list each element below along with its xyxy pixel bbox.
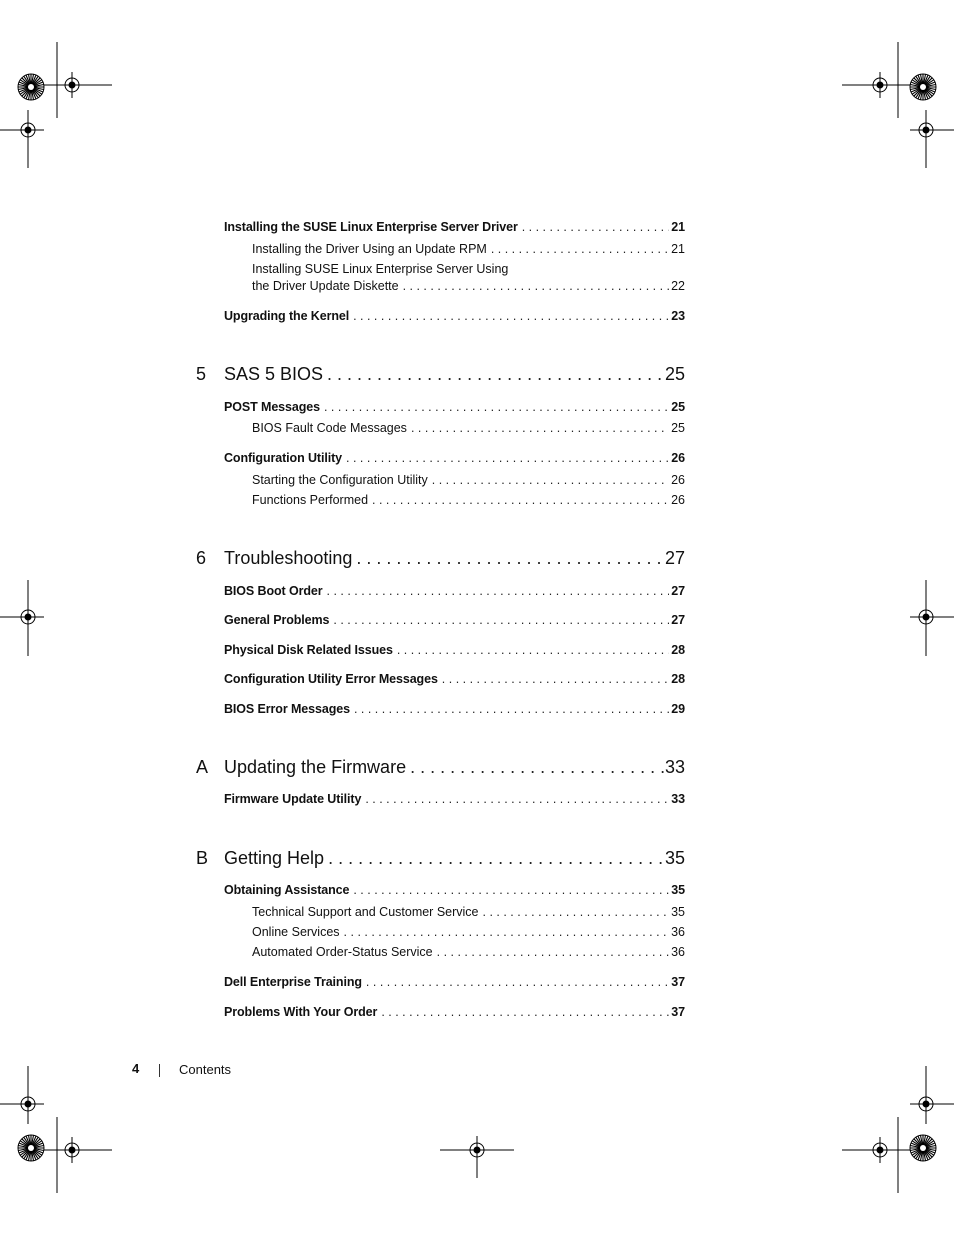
toc-entry-title: Firmware Update Utility: [224, 792, 362, 806]
leader-dots: [479, 905, 669, 919]
toc-entry-online-services[interactable]: [252, 925, 685, 939]
leader-dots: [487, 242, 669, 256]
toc-entry-title: Online Services: [252, 925, 340, 939]
toc-entry-title: Configuration Utility: [224, 451, 343, 465]
toc-entry-page: 35: [671, 905, 685, 919]
toc-chapter-6[interactable]: [196, 548, 685, 569]
toc-entry-obtaining-assistance[interactable]: [224, 883, 685, 897]
toc-entry-bios-fault-codes[interactable]: [252, 421, 685, 435]
leader-dots: [393, 643, 669, 657]
toc-entry-title: BIOS Fault Code Messages: [252, 421, 407, 435]
chapter-page: 35: [664, 848, 685, 868]
toc-entry-title: General Problems: [224, 613, 330, 627]
toc-entry-title: POST Messages: [224, 400, 320, 414]
toc-entry-title-line1[interactable]: Installing SUSE Linux Enterprise Server Using: [252, 262, 509, 276]
toc-entry-page: 23: [671, 309, 685, 323]
toc-entry-page: 26: [671, 473, 685, 487]
chapter-number: 6: [196, 548, 207, 568]
chapter-number: A: [196, 757, 209, 777]
leader-dots: [323, 364, 665, 385]
toc-entry-title: Installing the SUSE Linux Enterprise Server Driver: [224, 220, 518, 234]
toc-entry-title: Physical Disk Related Issues: [224, 643, 393, 657]
toc-entry-title: Configuration Utility Error Messages: [224, 672, 438, 686]
leader-dots: [368, 493, 669, 507]
chapter-page: 33: [664, 757, 685, 777]
toc-chapter-b[interactable]: [196, 848, 685, 869]
chapter-title: Troubleshooting: [224, 548, 353, 568]
leader-dots: [438, 672, 669, 686]
leader-dots: [352, 548, 665, 569]
chapter-title: Getting Help: [224, 848, 325, 868]
toc-entry-title: Installing the Driver Using an Update RPM: [252, 242, 487, 256]
leader-dots: [349, 309, 669, 323]
chapter-number: B: [196, 848, 209, 868]
toc-entry-config-utility-errors[interactable]: [224, 672, 685, 686]
toc-entry-configuration-utility[interactable]: [224, 451, 685, 465]
toc-entry-title: Obtaining Assistance: [224, 883, 350, 897]
leader-dots: [361, 792, 669, 806]
leader-dots: [433, 945, 669, 959]
chapter-number: 5: [196, 364, 207, 384]
toc-entry-page: 27: [671, 584, 685, 598]
footer-page-number: 4: [132, 1061, 140, 1076]
leader-dots: [324, 848, 665, 869]
toc-entry-page: 25: [671, 400, 685, 414]
toc-entry-title: Technical Support and Customer Service: [252, 905, 479, 919]
toc-entry-page: 25: [671, 421, 685, 435]
toc-entry-title: Functions Performed: [252, 493, 369, 507]
toc-entry-general-problems[interactable]: [224, 613, 685, 627]
leader-dots: [362, 975, 669, 989]
toc-entry-bios-error-messages[interactable]: [224, 702, 685, 716]
toc-entry-title: the Driver Update Diskette: [252, 279, 399, 293]
toc-entry-install-driver-rpm[interactable]: [252, 242, 685, 256]
chapter-title: Updating the Firmware: [224, 757, 407, 777]
toc-entry-enterprise-training[interactable]: [224, 975, 685, 989]
toc-entry-page: 28: [671, 672, 685, 686]
chapter-page: 25: [664, 364, 685, 384]
leader-dots: [406, 757, 665, 778]
toc-entry-page: 21: [671, 220, 685, 234]
toc-entry-order-status-service[interactable]: [252, 945, 685, 959]
toc-entry-installing-suse-driver[interactable]: [224, 220, 685, 234]
toc-chapter-a[interactable]: [196, 757, 685, 778]
toc-entry-title: Dell Enterprise Training: [224, 975, 362, 989]
toc-entry-page: 36: [671, 925, 685, 939]
toc-entry-title: Starting the Configuration Utility: [252, 473, 428, 487]
toc-entry-title: BIOS Error Messages: [224, 702, 350, 716]
footer-section-label: Contents: [179, 1062, 232, 1077]
toc-entry-technical-support[interactable]: [252, 905, 685, 919]
leader-dots: [329, 613, 669, 627]
toc-entry-page: 21: [671, 242, 685, 256]
footer-divider: [159, 1064, 160, 1077]
toc-entry-starting-config-utility[interactable]: [252, 473, 685, 487]
leader-dots: [350, 702, 669, 716]
chapter-page: 27: [664, 548, 685, 568]
toc-entry-post-messages[interactable]: [224, 400, 685, 414]
toc-entry-firmware-update-utility[interactable]: [224, 792, 685, 806]
leader-dots: [428, 473, 669, 487]
toc-entry-problems-with-order[interactable]: [224, 1005, 685, 1019]
leader-dots: [342, 451, 669, 465]
leader-dots: [323, 584, 669, 598]
toc-entry-page: 29: [671, 702, 685, 716]
toc-entry-page: 26: [671, 451, 685, 465]
toc-entry-page: 36: [671, 945, 685, 959]
toc-entry-page: 37: [671, 1005, 685, 1019]
toc-entry-functions-performed[interactable]: [252, 493, 685, 507]
leader-dots: [377, 1005, 669, 1019]
toc-entry-page: 22: [671, 279, 685, 293]
toc-entry-page: 26: [671, 493, 685, 507]
toc-entry-physical-disk-issues[interactable]: [224, 643, 685, 657]
toc-chapter-5[interactable]: [196, 364, 685, 385]
leader-dots: [349, 883, 669, 897]
toc-entry-title: Problems With Your Order: [224, 1005, 378, 1019]
leader-dots: [399, 279, 669, 293]
toc-entry-upgrading-kernel[interactable]: [224, 309, 685, 323]
toc-entry-page: 33: [671, 792, 685, 806]
toc-entry-page: 28: [671, 643, 685, 657]
leader-dots: [320, 400, 669, 414]
leader-dots: [407, 421, 669, 435]
toc-entry-page: 35: [671, 883, 685, 897]
toc-entry-page: 27: [671, 613, 685, 627]
toc-entry-title: BIOS Boot Order: [224, 584, 323, 598]
leader-dots: [518, 220, 669, 234]
toc-entry-driver-update-diskette[interactable]: [252, 279, 685, 293]
leader-dots: [340, 925, 669, 939]
toc-entry-title: Automated Order-Status Service: [252, 945, 433, 959]
toc-entry-bios-boot-order[interactable]: [224, 584, 685, 598]
chapter-title: SAS 5 BIOS: [224, 364, 324, 384]
toc-entry-title: Upgrading the Kernel: [224, 309, 350, 323]
toc-entry-page: 37: [671, 975, 685, 989]
